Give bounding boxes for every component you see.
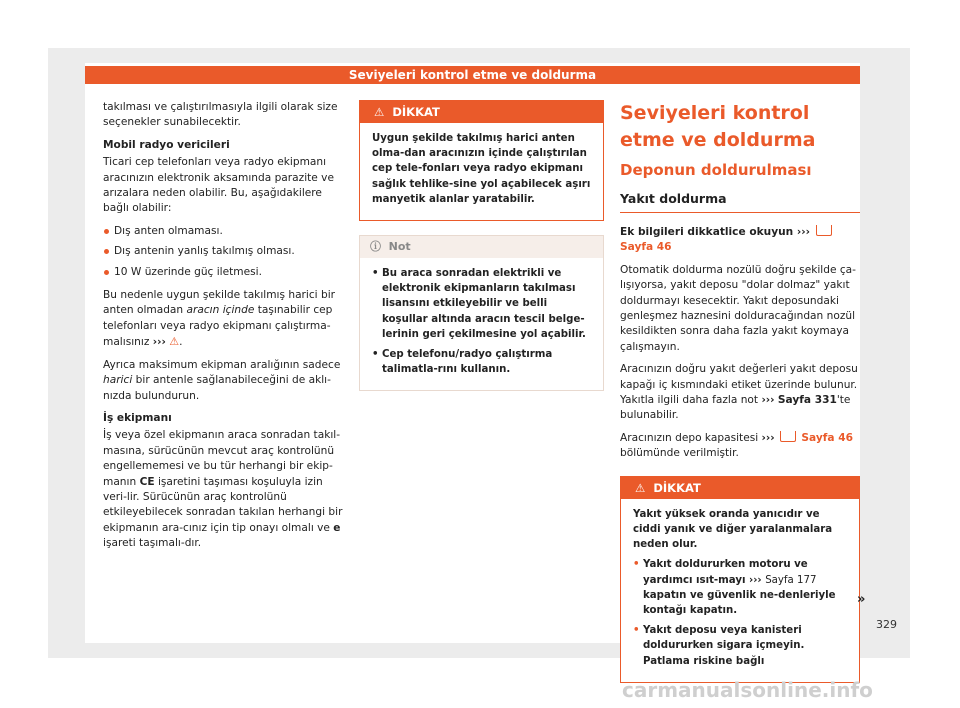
heading-work-equipment: İş ekipmanı xyxy=(103,411,172,424)
warning-box xyxy=(620,476,860,683)
section-header: Seviyeleri kontrol etme ve doldurma xyxy=(85,66,860,84)
e-mark: e xyxy=(333,521,341,534)
sub-heading: Deponun doldurulması xyxy=(620,161,812,179)
warning-text: Uygun şekilde takılmış harici anten olma-dan aracınızın içinde çalıştırılan cep tele-fonları veya radyo ekipmanı sağlık tehlike-sine yol açabilecek aşırı manyetik alanlar yaratabilir. xyxy=(372,133,591,205)
list-item: 10 W üzerinde güç iletmesi. xyxy=(103,265,343,280)
list-item: Dış anten olmaması. xyxy=(103,224,343,239)
warning-header: ⚠ DİKKAT xyxy=(360,101,603,123)
page-link[interactable]: Sayfa 46 xyxy=(801,431,853,444)
page-link[interactable]: Sayfa 331 xyxy=(777,394,837,407)
paragraph: Bu nedenle uygun şekilde takılmış harici bir anten olmadan aracın içinde taşınabilir cep telefonları veya radyo ekipmanı çalıştırma-malısınız ››› ⚠. xyxy=(103,289,336,349)
continue-marker: » xyxy=(857,592,866,607)
paragraph: Aracınızın depo kapasitesi ››› Sayfa 46 bölümünde verilmiştir. xyxy=(620,431,853,460)
page-link[interactable]: Sayfa 46 xyxy=(620,241,672,254)
warning-item: • Yakıt doldururken motoru ve yardımcı ısıt-mayı ››› Sayfa 177 kapatın ve güvenlik ne-denleriyle kontağı kapatın. xyxy=(633,557,849,618)
warning-box xyxy=(359,100,604,221)
paragraph: Ayrıca maksimum ekipman aralığının sadece harici bir antenle sağlanabileceğini de aklı-nızda bulundurun. xyxy=(103,358,341,402)
paragraph: Aracınızın doğru yakıt değerleri yakıt deposu kapağı iç kısmındaki etiket üzerinde bulunur. Yakıtla ilgili daha fazla not ››› Sayfa 331'te bulunabilir. xyxy=(620,363,858,422)
watermark: carmanualsonline.info xyxy=(622,678,873,702)
paragraph: İş veya özel ekipmanın araca sonradan takıl-masına, sürücünün mevcut araç kontrolünü engellememesi ve bu tür herhangi bir ekip-manın CE işaretini taşıması koşuluyla izin veri-lir. Sürücünün araç kontrolünü etkileyebilecek sonradan takılan herhangi bir ekipmanın ara-cınız için tip onayı olmalı ve e işareti taşımalı-dır. xyxy=(103,429,343,550)
list-item: Dış antenin yanlış takılmış olması. xyxy=(103,244,343,259)
column-left xyxy=(103,100,343,559)
book-icon xyxy=(816,225,832,236)
warning-item: • Yakıt deposu veya kanisteri doldururken sigara içmeyin. Patlama riskine bağlı xyxy=(633,623,849,669)
heading-mobile-radio: Mobil radyo vericileri xyxy=(103,138,230,151)
note-header: ⓘ Not xyxy=(360,236,603,258)
ce-mark: CE xyxy=(139,475,155,488)
info-icon: ⓘ xyxy=(370,240,381,254)
warning-triangle-icon: ⚠ xyxy=(374,105,385,119)
warning-triangle-icon: ⚠ xyxy=(635,480,646,495)
warning-lead: Yakıt yüksek oranda yanıcıdır ve ciddi yanık ve diğer yaralanmalara neden olur. xyxy=(633,508,833,551)
column-right xyxy=(620,100,860,683)
bullet-list xyxy=(103,224,343,280)
main-heading: Seviyeleri kontrol etme ve doldurma xyxy=(620,102,816,151)
note-box xyxy=(359,235,604,391)
paragraph: Ticari cep telefonları veya radyo ekipmanı aracınızın elektronik aksamında parazite ve arızalara neden olabilir. Bu, aşağıdakilere bağlı olabilir: xyxy=(103,156,334,215)
intro-text: takılması ve çalıştırılmasıyla ilgili olarak size seçenekler sunabilecektir. xyxy=(103,101,338,129)
column-middle xyxy=(359,100,604,391)
book-icon xyxy=(780,431,796,442)
warning-header: ⚠ DİKKAT xyxy=(621,477,859,499)
reference-line: Ek bilgileri dikkatlice okuyun ››› Sayfa 46 xyxy=(620,225,860,256)
page-number: 329 xyxy=(876,618,897,631)
section-heading: Yakıt doldurma xyxy=(620,190,860,213)
arrows: ››› xyxy=(152,336,166,349)
note-item: • Cep telefonu/radyo çalıştırma talimatla-rını kullanın. xyxy=(372,347,593,377)
paragraph: Otomatik doldurma nozülü doğru şekilde ça-lışıyorsa, yakıt deposu "dolar dolmaz" yakıt doldurmayı kesecektir. Yakıt deposundaki genleşmez haznesini dolduracağından nozül kesildikten sonra daha fazla yakıt koymaya çalışmayın. xyxy=(620,263,856,353)
warning-triangle-icon: ⚠ xyxy=(169,335,180,349)
note-item: • Bu araca sonradan elektrikli ve elektronik ekipmanların takılması lisansını etkileyebilir ve belli koşullar altında aracın tescil belge-lerinin geri çekilmesine yol açabilir. xyxy=(372,266,593,342)
